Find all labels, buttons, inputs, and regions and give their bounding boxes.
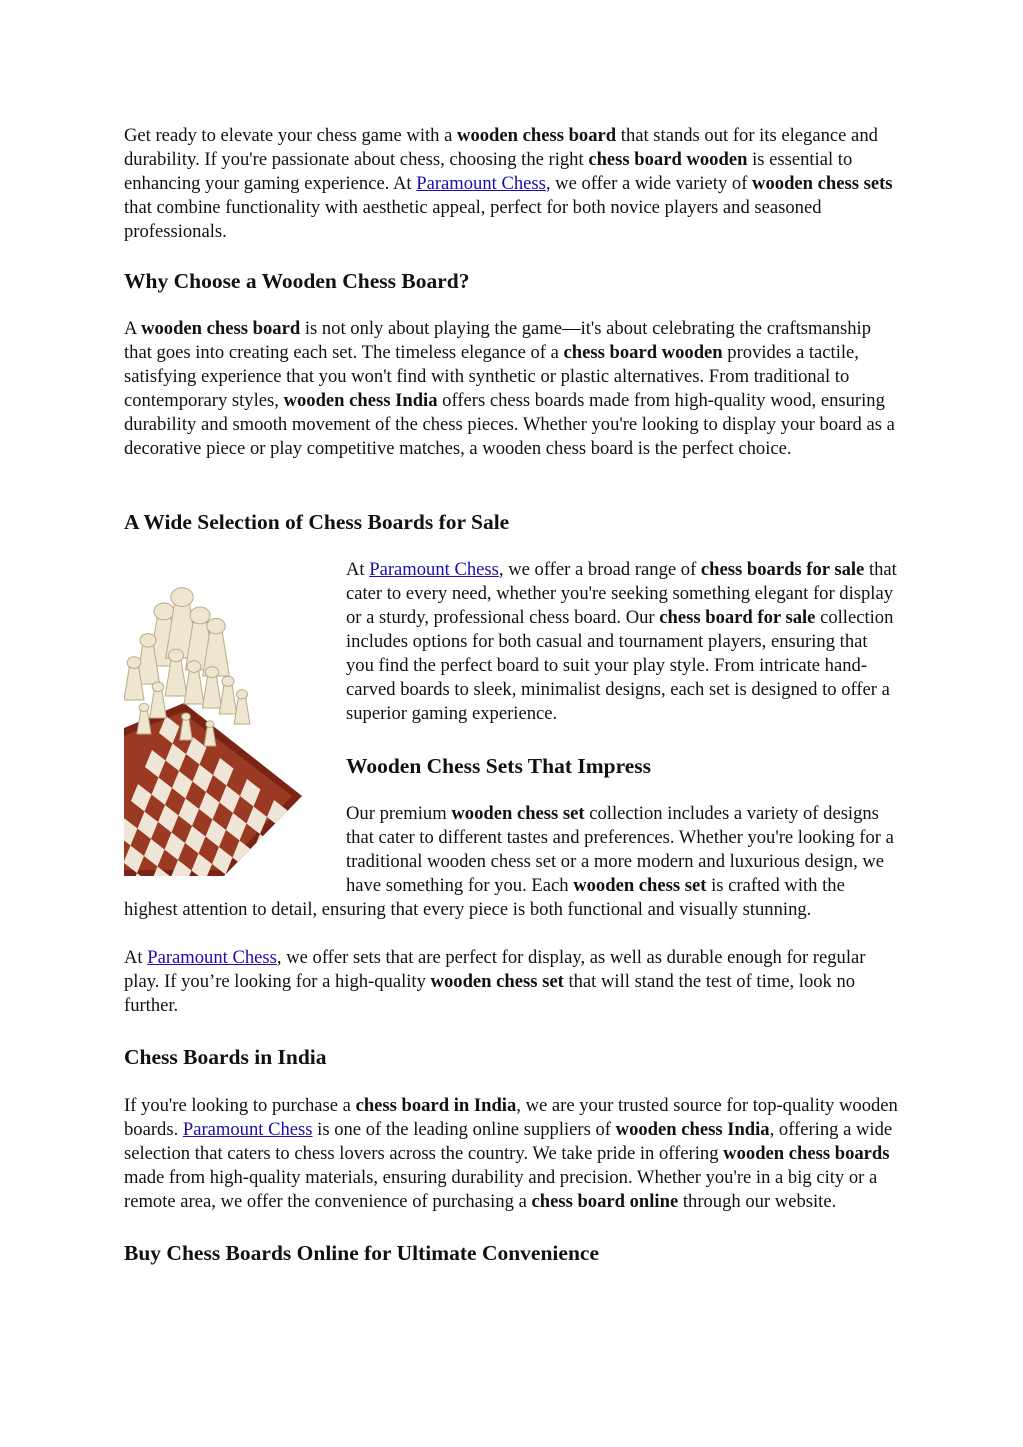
selection-section: [124, 558, 900, 1266]
chess-set-image: [124, 558, 346, 876]
keyword: wooden chess India: [615, 1119, 770, 1140]
keyword: chess boards for sale: [700, 559, 865, 580]
paramount-chess-link[interactable]: Paramount Chess: [147, 947, 277, 968]
keyword: chess board in India: [355, 1095, 517, 1116]
keyword: wooden chess set: [430, 971, 564, 992]
chess-piece: [184, 661, 204, 704]
chess-piece: [124, 657, 144, 700]
why-heading: Why Choose a Wooden Chess Board?: [124, 269, 470, 293]
paramount-chess-link[interactable]: Paramount Chess: [369, 559, 499, 580]
keyword: chess board online: [531, 1191, 679, 1212]
online-heading: Buy Chess Boards Online for Ultimate Convenience: [124, 1241, 599, 1265]
chess-piece: [202, 667, 221, 708]
keyword: wooden chess board: [457, 125, 617, 146]
keyword: wooden chess board: [141, 318, 301, 339]
why-paragraph: A wooden chess board is not only about playing the game—it's about celebrating the craftsmanship that goes into creating each set. The timeless elegance of a chess board wooden provides a tactile, satisfying experience that you won't find with synthetic or plastic alternatives. From traditional to contemporary styles, wooden chess India offers chess boards made from high-quality wood, ensuring durability and smooth movement of the chess pieces. Whether you're looking to display your board as a decorative piece or play competitive matches, a wooden chess board is the perfect choice.: [124, 318, 895, 459]
board-square: [260, 862, 281, 877]
chess-piece: [204, 721, 216, 746]
keyword: wooden chess sets: [752, 173, 893, 194]
keyword: chess board for sale: [659, 607, 816, 628]
paramount-chess-link[interactable]: Paramount Chess: [416, 173, 546, 194]
selection-paragraph: At Paramount Chess, we offer a broad range of chess boards for sale that cater to every need, whether you're seeking something elegant for display or a sturdy, professional chess board. Our chess board for sale collection includes options for both casual and tournament players, ensuring that you find the perfect board to suit your play style. From intricate hand-carved boards to sleek, minimalist designs, each set is designed to offer a superior gaming experience.: [346, 559, 897, 724]
chess-piece: [165, 649, 187, 696]
keyword: wooden chess India: [283, 390, 438, 411]
keyword: wooden chess boards: [723, 1143, 890, 1164]
chess-piece: [180, 713, 192, 740]
impress-heading: Wooden Chess Sets That Impress: [346, 754, 652, 778]
selection-heading: A Wide Selection of Chess Boards for Sale: [124, 510, 510, 534]
impress-paragraph: Our premium wooden chess set collection includes a variety of designs that cater to different tastes and preferences. Whether you're looking for a traditional wooden chess set or a more modern and luxurious design, we have something for you. Each wooden chess set is crafted with the highest attention to detail, ensuring that every piece is both functional and visually stunning.: [124, 803, 894, 920]
paramount-chess-link[interactable]: Paramount Chess: [182, 1119, 313, 1140]
keyword: chess board wooden: [588, 149, 748, 170]
board-square: [239, 868, 260, 876]
keyword: chess board wooden: [563, 342, 723, 363]
display-paragraph: At Paramount Chess, we offer sets that are perfect for display, as well as durable enough for regular play. If you’re looking for a high-quality wooden chess set that will stand the test of time, look no further.: [124, 947, 866, 1016]
keyword: wooden chess set: [451, 803, 585, 824]
chess-piece: [219, 676, 236, 714]
keyword: wooden chess set: [573, 875, 707, 896]
board-square: [274, 828, 295, 856]
chess-piece: [137, 703, 151, 734]
india-paragraph: If you're looking to purchase a chess board in India, we are your trusted source for top-quality wooden boards. Paramount Chess is one of the leading online suppliers of wooden chess India, offering a wide selection that caters to chess lovers across the country. We take pride in offering wooden chess boards made from high-quality materials, ensuring durability and precision. Whether you're in a big city or a remote area, we offer the convenience of purchasing a chess board online through our website.: [124, 1095, 898, 1212]
india-heading: Chess Boards in India: [124, 1045, 327, 1069]
chess-piece: [234, 690, 250, 724]
chess-set-photo: [124, 558, 330, 876]
chess-piece: [150, 682, 167, 718]
intro-paragraph: Get ready to elevate your chess game with a wooden chess board that stands out for its elegance and durability. If you're passionate about chess, choosing the right chess board wooden is essential to enhancing your gaming experience. At Paramount Chess, we offer a wide variety of wooden chess sets that combine functionality with aesthetic appeal, perfect for both novice players and seasoned professionals.: [124, 125, 893, 242]
